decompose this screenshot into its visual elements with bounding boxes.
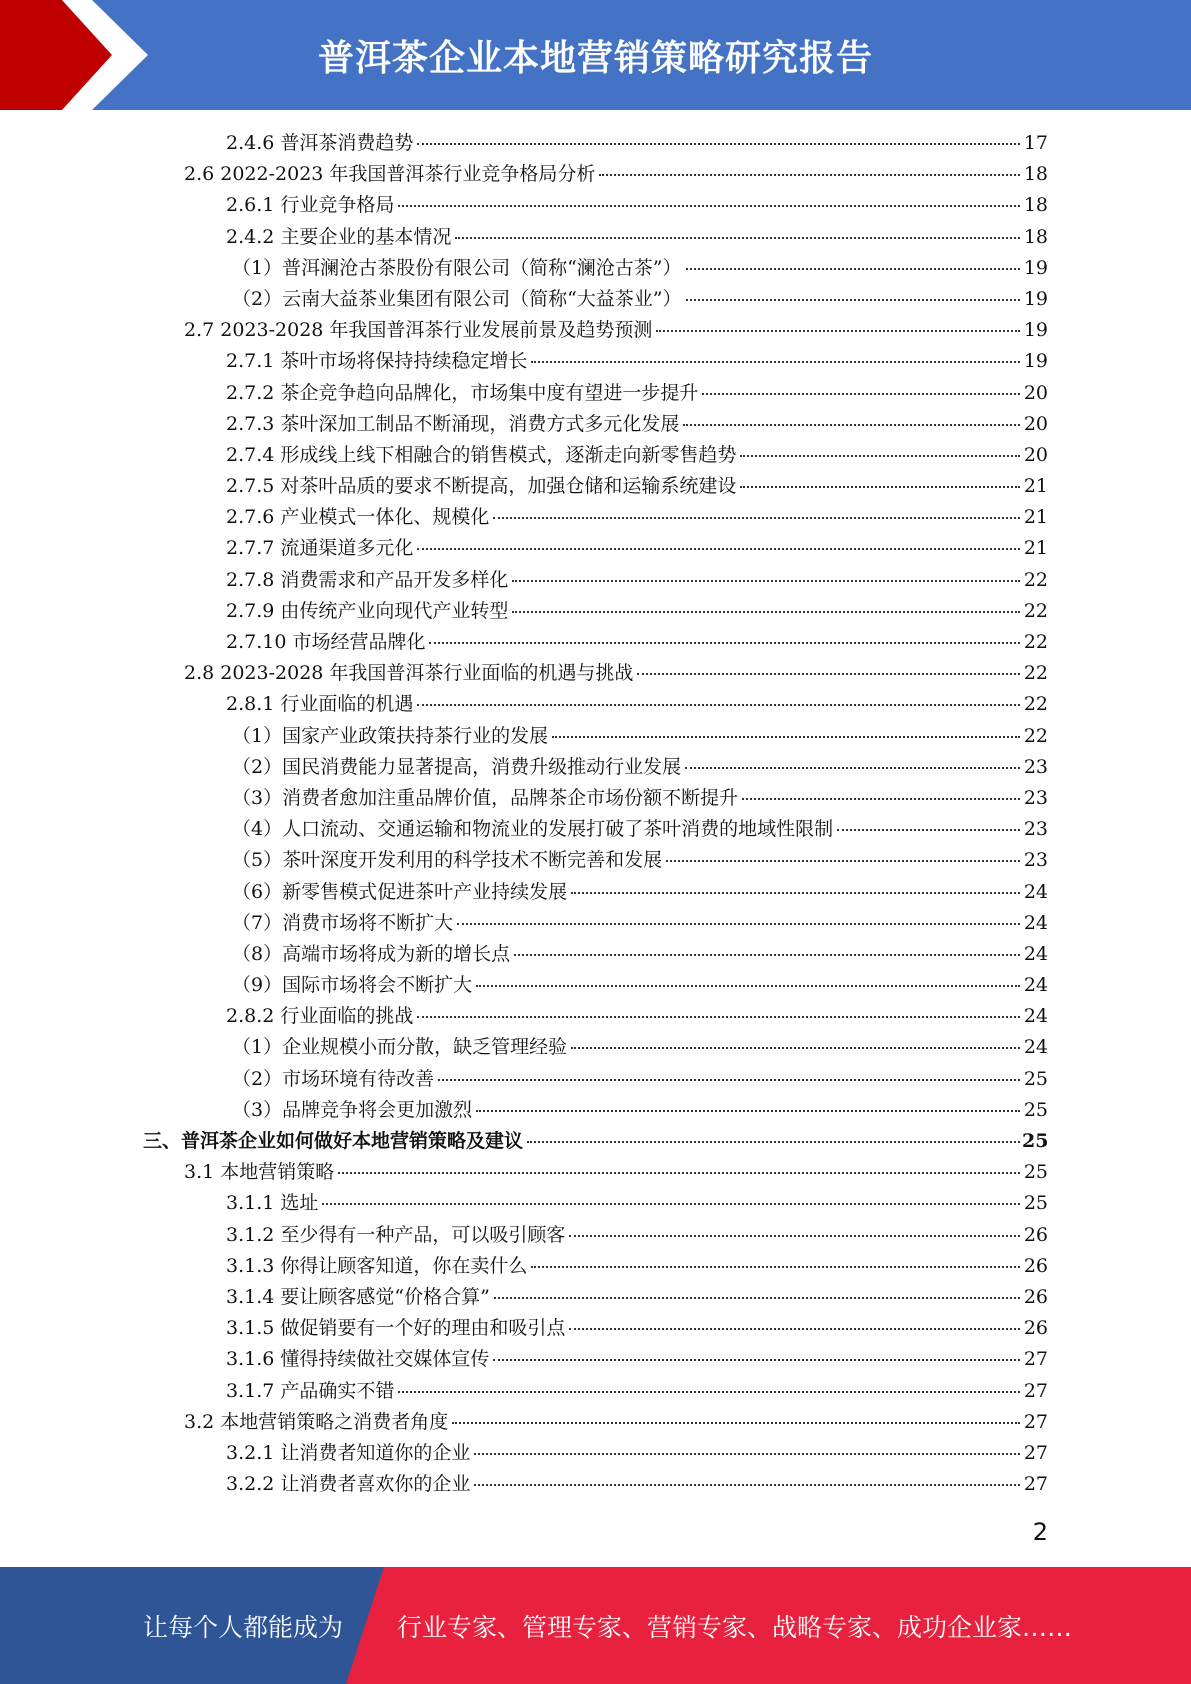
toc-entry-title: 2.7.8 消费需求和产品开发多样化 [226, 568, 509, 591]
toc-entry-title: 2.8.1 行业面临的机遇 [226, 693, 414, 716]
toc-entry[interactable] [0, 721, 1191, 752]
toc-dot-leader [338, 1171, 1020, 1174]
toc-entry-page: 24 [1023, 1036, 1048, 1059]
toc-entry[interactable] [0, 159, 1191, 190]
toc-dot-leader [457, 922, 1020, 925]
toc-entry-title: 2.7.2 茶企竞争趋向品牌化，市场集中度有望进一步提升 [226, 381, 699, 404]
toc-dot-leader [417, 547, 1020, 550]
toc-dot-leader [455, 236, 1020, 239]
toc-entry[interactable] [0, 627, 1191, 658]
toc-dot-leader [531, 360, 1020, 363]
toc-entry-page: 23 [1023, 818, 1048, 841]
toc-entry[interactable] [0, 1407, 1191, 1438]
toc-dot-leader [527, 1140, 1020, 1143]
toc-entry-title: （3）消费者愈加注重品牌价值，品牌茶企市场份额不断提升 [232, 786, 739, 809]
toc-dot-leader [742, 797, 1020, 800]
toc-entry[interactable] [0, 378, 1191, 409]
toc-entry-page: 18 [1023, 163, 1048, 186]
toc-entry-page: 21 [1023, 475, 1048, 498]
toc-entry[interactable] [0, 502, 1191, 533]
toc-entry-title: （2）云南大益茶业集团有限公司（简称“大益茶业”） [232, 287, 682, 310]
toc-entry[interactable] [0, 315, 1191, 346]
footer-slogan-right: 行业专家、管理专家、营销专家、战略专家、成功企业家…… [397, 1612, 1073, 1642]
toc-entry-page: 25 [1023, 1067, 1048, 1090]
toc-dot-leader [685, 766, 1020, 769]
toc-entry-title: 2.7 2023-2028 年我国普洱茶行业发展前景及趋势预测 [184, 319, 653, 342]
toc-entry-page: 25 [1023, 1161, 1048, 1184]
toc-entry-page: 22 [1023, 631, 1048, 653]
toc-entry[interactable] [0, 1376, 1191, 1407]
toc-entry-title: 3.1.1 选址 [226, 1192, 319, 1215]
toc-entry-title: 2.8 2023-2028 年我国普洱茶行业面临的机遇与挑战 [184, 662, 634, 685]
toc-entry[interactable] [0, 284, 1191, 315]
toc-entry[interactable] [0, 814, 1191, 845]
toc-dot-leader [702, 392, 1020, 395]
toc-entry-title: （5）茶叶深度开发利用的科学技术不断完善和发展 [232, 849, 663, 872]
toc-entry-title: （1）普洱澜沧古茶股份有限公司（简称“澜沧古茶”） [232, 256, 682, 279]
toc-entry-title: 三、普洱茶企业如何做好本地营销策略及建议 [143, 1130, 524, 1152]
footer-banner [0, 1567, 1191, 1684]
toc-entry-title: 3.1.5 做促销要有一个好的理由和吸引点 [226, 1317, 566, 1340]
toc-dot-leader [417, 1015, 1020, 1018]
footer-slogan-left: 让每个人都能成为 [143, 1612, 344, 1642]
toc-entry[interactable] [0, 596, 1191, 627]
toc-dot-leader [474, 1452, 1020, 1455]
toc-entry-page: 18 [1023, 225, 1048, 248]
toc-entry-title: 2.7.5 对茶叶品质的要求不断提高，加强仓储和运输系统建设 [226, 475, 737, 498]
toc-entry-page: 18 [1023, 194, 1048, 217]
toc-entry-title: （8）高端市场将成为新的增长点 [232, 942, 511, 965]
toc-dot-leader [438, 1078, 1020, 1081]
toc-entry[interactable] [0, 190, 1191, 221]
toc-entry-page: 21 [1023, 537, 1048, 560]
toc-entry-title: 2.7.7 流通渠道多元化 [226, 537, 414, 560]
toc-entry[interactable] [0, 1157, 1191, 1188]
toc-entry-title: 3.1.3 你得让顾客知道，你在卖什么 [226, 1254, 528, 1277]
toc-dot-leader [476, 1109, 1020, 1112]
toc-entry-page: 24 [1023, 880, 1048, 903]
toc-dot-leader [531, 1265, 1020, 1268]
toc-entry-page: 26 [1023, 1317, 1048, 1340]
toc-entry[interactable] [0, 565, 1191, 596]
toc-entry-page: 19 [1023, 350, 1048, 373]
toc-entry[interactable] [0, 222, 1191, 253]
toc-entry-page: 26 [1023, 1285, 1048, 1308]
toc-entry-page: 23 [1023, 849, 1048, 872]
toc-dot-leader [686, 298, 1020, 301]
toc-dot-leader [637, 672, 1020, 675]
toc-entry[interactable] [0, 346, 1191, 377]
toc-entry-page: 19 [1023, 287, 1048, 310]
toc-dot-leader [512, 579, 1020, 582]
toc-entry-title: （1）国家产业政策扶持茶行业的发展 [232, 724, 549, 747]
toc-entry-page: 19 [1023, 319, 1048, 342]
toc-entry-title: 2.6 2022-2023 年我国普洱茶行业竞争格局分析 [184, 163, 596, 186]
toc-entry-page: 22 [1023, 662, 1048, 685]
toc-entry[interactable] [0, 845, 1191, 876]
toc-entry[interactable] [0, 533, 1191, 564]
toc-entry-title: 2.7.10 市场经营品牌化 [226, 631, 426, 653]
toc-dot-leader [476, 984, 1020, 987]
toc-entry[interactable] [0, 471, 1191, 502]
toc-entry-page: 21 [1023, 506, 1048, 529]
toc-entry[interactable] [0, 908, 1191, 939]
toc-entry-title: （1）企业规模小而分散，缺乏管理经验 [232, 1036, 568, 1059]
toc-entry-page: 22 [1023, 693, 1048, 716]
toc-dot-leader [571, 891, 1020, 894]
toc-entry-page: 27 [1023, 1441, 1048, 1464]
toc-entry-title: （4）人口流动、交通运输和物流业的发展打破了茶叶消费的地域性限制 [232, 818, 834, 841]
toc-entry[interactable] [0, 1344, 1191, 1375]
toc-entry[interactable] [0, 1469, 1191, 1500]
toc-entry[interactable] [0, 1126, 1191, 1157]
toc-entry[interactable] [0, 658, 1191, 689]
toc-entry[interactable] [0, 253, 1191, 284]
toc-dot-leader [512, 610, 1020, 613]
toc-entry[interactable] [0, 1032, 1191, 1063]
toc-entry-title: 2.7.1 茶叶市场将保持持续稳定增长 [226, 350, 528, 373]
toc-dot-leader [494, 1296, 1020, 1299]
toc-dot-leader [398, 204, 1020, 207]
toc-dot-leader [417, 142, 1020, 145]
toc-dot-leader [429, 641, 1020, 644]
toc-entry-title: 3.2 本地营销策略之消费者角度 [184, 1410, 449, 1433]
toc-entry-title: 2.7.4 形成线上线下相融合的销售模式，逐渐走向新零售趋势 [226, 443, 737, 466]
toc-entry-title: 3.2.1 让消费者知道你的企业 [226, 1441, 471, 1464]
toc-dot-leader [493, 516, 1020, 519]
toc-entry-page: 23 [1023, 786, 1048, 809]
toc-entry[interactable] [0, 128, 1191, 159]
toc-dot-leader [740, 454, 1020, 457]
toc-entry[interactable] [0, 1313, 1191, 1344]
toc-dot-leader [474, 1483, 1020, 1486]
toc-entry-title: 2.7.9 由传统产业向现代产业转型 [226, 599, 509, 622]
toc-dot-leader [666, 859, 1020, 862]
toc-entry-page: 22 [1023, 568, 1048, 591]
toc-dot-leader [493, 1358, 1020, 1361]
toc-dot-leader [569, 1327, 1020, 1330]
toc-entry-page: 19 [1023, 256, 1048, 279]
toc-entry-page: 22 [1023, 599, 1048, 622]
toc-entry-page: 23 [1023, 755, 1048, 778]
toc-entry-title: （2）国民消费能力显著提高，消费升级推动行业发展 [232, 755, 682, 778]
toc-entry-title: （2）市场环境有待改善 [232, 1067, 435, 1090]
toc-entry-title: 2.7.3 茶叶深加工制品不断涌现，消费方式多元化发展 [226, 412, 680, 435]
toc-entry-title: 2.6.1 行业竞争格局 [226, 194, 395, 217]
toc-entry[interactable] [0, 409, 1191, 440]
toc-entry[interactable] [0, 1282, 1191, 1313]
toc-entry-title: 2.4.2 主要企业的基本情况 [226, 225, 452, 248]
toc-entry[interactable] [0, 1064, 1191, 1095]
toc-entry-page: 24 [1023, 1005, 1048, 1028]
toc-entry[interactable] [0, 1438, 1191, 1469]
toc-entry-page: 20 [1023, 381, 1048, 404]
header-banner [0, 0, 1191, 110]
toc-entry-page: 24 [1023, 942, 1048, 965]
toc-entry[interactable] [0, 783, 1191, 814]
toc-entry-page: 26 [1023, 1223, 1048, 1246]
toc-entry-title: 2.8.2 行业面临的挑战 [226, 1005, 414, 1028]
table-of-contents [0, 128, 1191, 1500]
toc-dot-leader [322, 1202, 1020, 1205]
toc-entry-title: 3.1.2 至少得有一种产品，可以吸引顾客 [226, 1223, 566, 1246]
toc-entry-title: 3.1 本地营销策略 [184, 1161, 335, 1184]
toc-entry[interactable] [0, 1095, 1191, 1126]
toc-dot-leader [398, 1390, 1020, 1393]
toc-entry-title: 3.1.6 懂得持续做社交媒体宣传 [226, 1348, 490, 1371]
toc-entry[interactable] [0, 752, 1191, 783]
toc-entry-page: 26 [1023, 1254, 1048, 1277]
toc-dot-leader [683, 423, 1020, 426]
toc-entry-page: 22 [1023, 724, 1048, 747]
toc-dot-leader [417, 703, 1020, 706]
toc-entry[interactable] [0, 1251, 1191, 1282]
toc-entry[interactable] [0, 1188, 1191, 1219]
toc-dot-leader [837, 828, 1020, 831]
toc-entry-title: （7）消费市场将不断扩大 [232, 911, 454, 934]
toc-entry-page: 25 [1022, 1130, 1049, 1152]
toc-entry[interactable] [0, 689, 1191, 720]
toc-entry-title: 3.1.4 要让顾客感觉“价格合算” [226, 1285, 490, 1308]
toc-entry-page: 24 [1023, 974, 1048, 997]
toc-dot-leader [552, 735, 1020, 738]
toc-dot-leader [571, 1046, 1020, 1049]
toc-dot-leader [686, 267, 1020, 270]
toc-entry-title: 2.4.6 普洱茶消费趋势 [226, 132, 414, 154]
toc-entry-title: 3.2.2 让消费者喜欢你的企业 [226, 1473, 471, 1496]
toc-entry-page: 17 [1023, 132, 1048, 154]
toc-entry-title: （6）新零售模式促进茶叶产业持续发展 [232, 880, 568, 903]
toc-entry[interactable] [0, 1220, 1191, 1251]
toc-entry-page: 27 [1023, 1473, 1048, 1496]
toc-dot-leader [656, 329, 1020, 332]
toc-dot-leader [599, 173, 1020, 176]
toc-entry-page: 27 [1023, 1410, 1048, 1433]
toc-entry-title: 3.1.7 产品确实不错 [226, 1379, 395, 1402]
toc-entry-title: （3）品牌竞争将会更加激烈 [232, 1098, 473, 1121]
toc-dot-leader [514, 953, 1020, 956]
toc-entry[interactable] [0, 939, 1191, 970]
toc-entry-page: 20 [1023, 412, 1048, 435]
toc-dot-leader [569, 1234, 1020, 1237]
toc-dot-leader [452, 1421, 1020, 1424]
toc-entry-page: 25 [1023, 1098, 1048, 1121]
report-title: 普洱茶企业本地营销策略研究报告 [317, 37, 873, 79]
toc-entry-title: 2.7.6 产业模式一体化、规模化 [226, 506, 490, 529]
toc-dot-leader [740, 485, 1020, 488]
toc-entry-page: 27 [1023, 1348, 1048, 1371]
toc-entry-page: 25 [1023, 1192, 1048, 1215]
page-number: 2 [1032, 1518, 1048, 1546]
toc-entry[interactable] [0, 1001, 1191, 1032]
toc-entry-page: 20 [1023, 443, 1048, 466]
toc-entry-page: 24 [1023, 911, 1048, 934]
toc-entry-title: （9）国际市场将会不断扩大 [232, 974, 473, 997]
toc-entry[interactable] [0, 877, 1191, 908]
toc-entry[interactable] [0, 440, 1191, 471]
toc-entry[interactable] [0, 970, 1191, 1001]
toc-entry-page: 27 [1023, 1379, 1048, 1402]
